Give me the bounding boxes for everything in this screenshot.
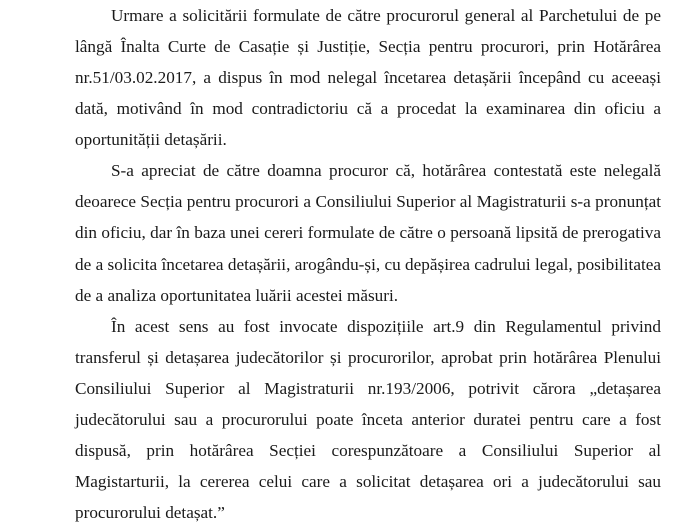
paragraph-3-line-2: transferul și detașarea judecătorilor și procurorilor, aprobat prin hotărârea Plenului xyxy=(75,348,661,367)
paragraph-3-line-7: procurorului detașat.” xyxy=(75,503,225,522)
paragraph-1-line-4: dată, motivând în mod contradictoriu că a procedat la examinarea din oficiu a xyxy=(75,99,661,118)
paragraph-3-line-4: judecătorului sau a procurorului poate înceta anterior duratei pentru care a fost xyxy=(75,410,661,429)
paragraph-2-line-5: de a analiza oportunitatea luării acestei măsuri. xyxy=(75,286,399,305)
paragraph-3-line-5: dispusă, prin hotărârea Secției corespunzătoare a Consiliului Superior al xyxy=(75,441,661,460)
paragraph-2-line-2: deoarece Secția pentru procurori a Consiliului Superior al Magistraturii s-a pronunțat xyxy=(75,192,661,211)
paragraph-3-line-3: Consiliului Superior al Magistraturii nr.193/2006, potrivit cărora „detașarea xyxy=(75,379,661,398)
paragraph-1-line-5: oportunității detașării. xyxy=(75,130,227,149)
paragraph-1-line-3: nr.51/03.02.2017, a dispus în mod nelegal încetarea detașării începând cu aceeași xyxy=(75,68,661,87)
paragraph-2-line-4: de a solicita încetarea detașării, arogându-și, cu depășirea cadrului legal, posibilitatea xyxy=(75,255,661,274)
paragraph-3-line-1: În acest sens au fost invocate dispozițiile art.9 din Regulamentul privind xyxy=(111,317,661,336)
paragraph-1-line-2: lângă Înalta Curte de Casație și Justiție, Secția pentru procurori, prin Hotărârea xyxy=(75,37,661,56)
paragraph-2-line-1: S-a apreciat de către doamna procuror că, hotărârea contestată este nelegală xyxy=(111,161,661,180)
paragraph-1-line-1: Urmare a solicitării formulate de către procurorul general al Parchetului de pe xyxy=(111,6,661,25)
paragraph-2-line-3: din oficiu, dar în baza unei cereri formulate de către o persoană lipsită de prerogativa xyxy=(75,223,661,242)
paragraph-3-line-6: Magistarturii, la cererea celui care a solicitat detașarea ori a judecătorului sau xyxy=(75,472,661,491)
